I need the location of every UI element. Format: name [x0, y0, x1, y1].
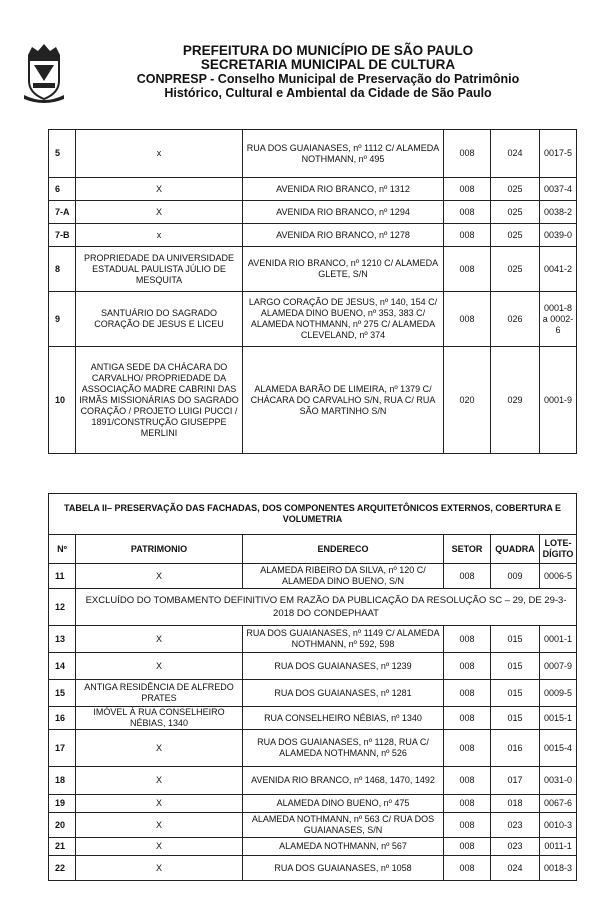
cell-setor: 008 — [444, 247, 491, 292]
cell-lote: 0001-1 — [540, 626, 577, 653]
cell-endereco: RUA DOS GUAIANASES, nº 1239 — [243, 653, 444, 680]
cell-endereco: RUA DOS GUAIANASES, nº 1112 C/ ALAMEDA NOTHMANN, nº 495 — [243, 130, 444, 178]
cell-endereco: LARGO CORAÇÃO DE JESUS, nº 140, 154 C/ ALAMEDA DINO BUENO, nº 353, 383 C/ ALAMEDA NOTHMANN, nº 275 C/ ALAMEDA CLEVELAND, nº 374 — [243, 292, 444, 347]
table-row — [49, 201, 577, 224]
table-row — [49, 813, 577, 838]
cell-endereco: ALAMEDA DINO BUENO, nº 475 — [243, 795, 444, 813]
cell-endereco: RUA DOS GUAIANASES, nº 1149 C/ ALAMEDA NOTHMANN, nº 592, 598 — [243, 626, 444, 653]
table-row — [49, 707, 577, 730]
cell-setor: 008 — [444, 564, 491, 589]
table-row — [49, 292, 577, 347]
table-row — [49, 680, 577, 707]
cell-lote: 0018-3 — [540, 856, 577, 881]
col-header-endereco: ENDERECO — [243, 535, 444, 564]
cell-quadra: 024 — [491, 130, 540, 178]
cell-lote: 0037-4 — [540, 178, 577, 201]
cell-setor: 008 — [444, 626, 491, 653]
cell-patrimonio: PROPRIEDADE DA UNIVERSIDADE ESTADUAL PAULISTA JÚLIO DE MESQUITA — [76, 247, 243, 292]
cell-quadra: 015 — [491, 707, 540, 730]
cell-patrimonio: SANTUÁRIO DO SAGRADO CORAÇÃO DE JESUS E LICEU — [76, 292, 243, 347]
row-number: 12 — [49, 589, 76, 626]
table-row — [49, 130, 577, 178]
cell-patrimonio: IMÓVEL À RUA CONSELHEIRO NÉBIAS, 1340 — [76, 707, 243, 730]
cell-quadra: 024 — [491, 856, 540, 881]
cell-quadra: 025 — [491, 201, 540, 224]
table-row — [49, 247, 577, 292]
cell-endereco: AVENIDA RIO BRANCO, nº 1210 C/ ALAMEDA GLETE, S/N — [243, 247, 444, 292]
table-row — [49, 856, 577, 881]
cell-patrimonio: X — [76, 626, 243, 653]
cell-endereco: ALAMEDA NOTHMANN, nº 563 C/ RUA DOS GUAIANASES, S/N — [243, 813, 444, 838]
table-row — [49, 626, 577, 653]
cell-endereco: AVENIDA RIO BRANCO, nº 1312 — [243, 178, 444, 201]
cell-quadra: 023 — [491, 813, 540, 838]
cell-setor: 008 — [444, 856, 491, 881]
cell-patrimonio: X — [76, 813, 243, 838]
cell-lote: 0038-2 — [540, 201, 577, 224]
table-ii-header-row — [49, 535, 577, 564]
row-number: 8 — [49, 247, 76, 292]
cell-patrimonio: ANTIGA RESIDÊNCIA DE ALFREDO PRATES — [76, 680, 243, 707]
cell-endereco: RUA DOS GUAIANASES, nº 1058 — [243, 856, 444, 881]
col-header-lote: LOTE-DÍGITO — [540, 535, 577, 564]
header-line-prefeitura: PREFEITURA DO MUNICÍPIO DE SÃO PAULO — [182, 43, 474, 58]
cell-setor: 020 — [444, 347, 491, 454]
col-header-setor: SETOR — [444, 535, 491, 564]
cell-quadra: 015 — [491, 626, 540, 653]
cell-lote: 0015-1 — [540, 707, 577, 730]
cell-endereco: RUA CONSELHEIRO NÉBIAS, nº 1340 — [243, 707, 444, 730]
row-number: 14 — [49, 653, 76, 680]
cell-lote: 0007-9 — [540, 653, 577, 680]
cell-lote: 0015-4 — [540, 730, 577, 767]
cell-setor: 008 — [444, 130, 491, 178]
header-text — [78, 44, 578, 100]
cell-lote: 0010-3 — [540, 813, 577, 838]
cell-endereco: ALAMEDA RIBEIRO DA SILVA, nº 120 C/ ALAMEDA DINO BUENO, S/N — [243, 564, 444, 589]
cell-quadra: 017 — [491, 767, 540, 795]
cell-lote: 0001-9 — [540, 347, 577, 454]
table-row — [49, 730, 577, 767]
cell-endereco: RUA DOS GUAIANASES, nº 1128, RUA C/ ALAMEDA NOTHMANN, nº 526 — [243, 730, 444, 767]
cell-endereco: ALAMEDA BARÃO DE LIMEIRA, nº 1379 C/ CHÁCARA DO CARVALHO S/N, RUA C/ RUA SÃO MARTINHO S/N — [243, 347, 444, 454]
cell-patrimonio: X — [76, 795, 243, 813]
row-number: 7-A — [49, 201, 76, 224]
cell-patrimonio: x — [76, 130, 243, 178]
cell-lote: 0031-0 — [540, 767, 577, 795]
city-coat-of-arms-icon — [22, 41, 66, 103]
row-number: 9 — [49, 292, 76, 347]
cell-setor: 008 — [444, 795, 491, 813]
cell-patrimonio: X — [76, 838, 243, 856]
table-row — [49, 347, 577, 454]
cell-lote: 0006-5 — [540, 564, 577, 589]
cell-endereco: AVENIDA RIO BRANCO, nº 1278 — [243, 224, 444, 247]
cell-lote: 0067-6 — [540, 795, 577, 813]
cell-endereco: RUA DOS GUAIANASES, nº 1281 — [243, 680, 444, 707]
cell-setor: 008 — [444, 292, 491, 347]
table-row — [49, 589, 577, 626]
table-ii-title: TABELA II– PRESERVAÇÃO DAS FACHADAS, DOS COMPONENTES ARQUITETÔNICOS EXTERNOS, COBERTURA E VOLUMETRIA — [49, 494, 577, 535]
row-number: 10 — [49, 347, 76, 454]
cell-endereco: AVENIDA RIO BRANCO, nº 1294 — [243, 201, 444, 224]
cell-setor: 008 — [444, 224, 491, 247]
cell-patrimonio: X — [76, 767, 243, 795]
cell-quadra: 029 — [491, 347, 540, 454]
cell-patrimonio: X — [76, 201, 243, 224]
table-row — [49, 838, 577, 856]
cell-quadra: 015 — [491, 680, 540, 707]
row-number: 16 — [49, 707, 76, 730]
row-number: 19 — [49, 795, 76, 813]
cell-quadra: 018 — [491, 795, 540, 813]
cell-quadra: 025 — [491, 247, 540, 292]
table-row — [49, 653, 577, 680]
cell-quadra: 025 — [491, 178, 540, 201]
table-row — [49, 224, 577, 247]
header-line-historico: Histórico, Cultural e Ambiental da Cidade de São Paulo — [164, 86, 492, 100]
cell-setor: 008 — [444, 813, 491, 838]
table-row — [49, 178, 577, 201]
table2-body — [49, 564, 577, 881]
cell-quadra: 009 — [491, 564, 540, 589]
table-continuation — [48, 129, 577, 454]
col-header-number: Nº — [49, 535, 76, 564]
cell-quadra: 015 — [491, 653, 540, 680]
cell-lote: 0001-8 a 0002-6 — [540, 292, 577, 347]
row-number: 17 — [49, 730, 76, 767]
header-line-secretaria: SECRETARIA MUNICIPAL DE CULTURA — [200, 57, 456, 72]
row-number: 15 — [49, 680, 76, 707]
cell-patrimonio: x — [76, 224, 243, 247]
cell-patrimonio: X — [76, 730, 243, 767]
cell-setor: 008 — [444, 201, 491, 224]
cell-setor: 008 — [444, 680, 491, 707]
row-number: 20 — [49, 813, 76, 838]
col-header-patrimonio: PATRIMONIO — [76, 535, 243, 564]
cell-patrimonio: ANTIGA SEDE DA CHÁCARA DO CARVALHO/ PROPRIEDADE DA ASSOCIAÇÃO MADRE CABRINI DAS IRMÃS MISSIONÁRIAS DO SAGRADO CORAÇÃO / PROJETO LUIGI PUCCI / 1891/CONSTRUÇÃO GIUSEPPE MERLINI — [76, 347, 243, 454]
cell-setor: 008 — [444, 767, 491, 795]
cell-endereco: ALAMEDA NOTHMANN, nº 567 — [243, 838, 444, 856]
cell-setor: 008 — [444, 730, 491, 767]
document-header — [0, 0, 600, 110]
table1-body — [49, 130, 577, 454]
cell-setor: 008 — [444, 178, 491, 201]
cell-lote: 0009-5 — [540, 680, 577, 707]
row-number: 6 — [49, 178, 76, 201]
table-ii — [48, 493, 577, 881]
row-number: 13 — [49, 626, 76, 653]
cell-quadra: 023 — [491, 838, 540, 856]
cell-lote: 0041-2 — [540, 247, 577, 292]
table-row — [49, 767, 577, 795]
row-number: 5 — [49, 130, 76, 178]
cell-patrimonio: X — [76, 653, 243, 680]
col-header-quadra: QUADRA — [491, 535, 540, 564]
row-merged-note: EXCLUÍDO DO TOMBAMENTO DEFINITIVO EM RAZÃO DA PUBLICAÇÃO DA RESOLUÇÃO SC – 29, DE 29-3-2018 DO CONDEPHAAT — [76, 589, 577, 626]
header-line-conpresp: CONPRESP - Conselho Municipal de Preservação do Patrimônio — [136, 72, 520, 86]
cell-endereco: AVENIDA RIO BRANCO, nº 1468, 1470, 1492 — [243, 767, 444, 795]
cell-lote: 0011-1 — [540, 838, 577, 856]
cell-patrimonio: X — [76, 856, 243, 881]
table-row — [49, 795, 577, 813]
cell-patrimonio: X — [76, 564, 243, 589]
cell-setor: 008 — [444, 838, 491, 856]
cell-setor: 008 — [444, 653, 491, 680]
cell-quadra: 016 — [491, 730, 540, 767]
row-number: 18 — [49, 767, 76, 795]
table-row — [49, 564, 577, 589]
row-number: 22 — [49, 856, 76, 881]
row-number: 11 — [49, 564, 76, 589]
cell-patrimonio: X — [76, 178, 243, 201]
row-number: 21 — [49, 838, 76, 856]
cell-lote: 0017-5 — [540, 130, 577, 178]
cell-quadra: 025 — [491, 224, 540, 247]
cell-lote: 0039-0 — [540, 224, 577, 247]
cell-setor: 008 — [444, 707, 491, 730]
row-number: 7-B — [49, 224, 76, 247]
cell-quadra: 026 — [491, 292, 540, 347]
